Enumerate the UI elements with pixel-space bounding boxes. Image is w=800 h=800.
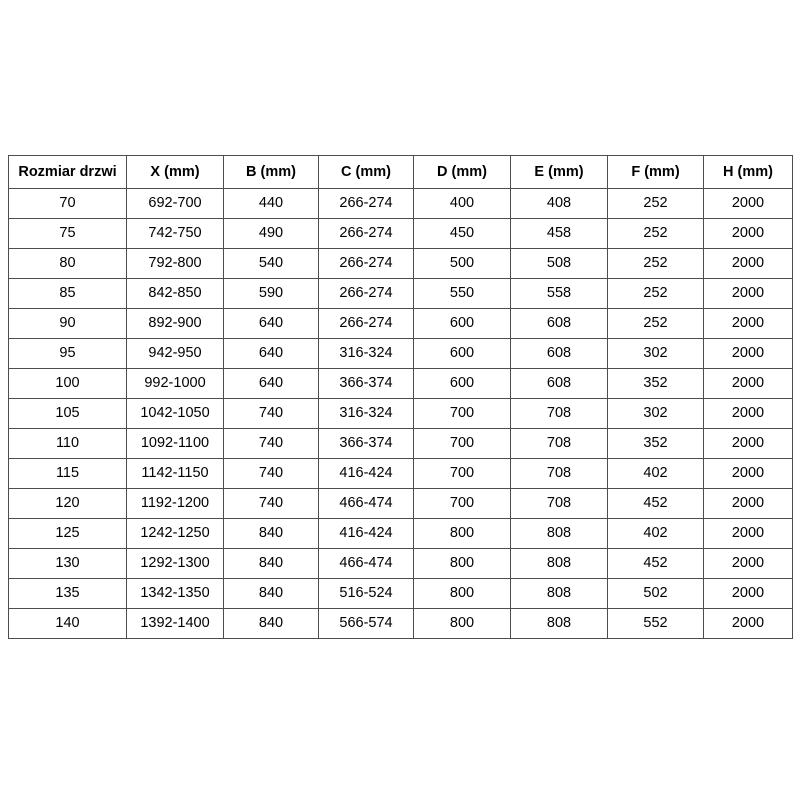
cell-c-mm: 366-374 bbox=[319, 429, 414, 459]
cell-rozmiar-drzwi: 130 bbox=[9, 549, 127, 579]
cell-f-mm: 252 bbox=[608, 249, 704, 279]
cell-x-mm: 1292-1300 bbox=[127, 549, 224, 579]
table-row bbox=[9, 339, 793, 369]
cell-e-mm: 458 bbox=[511, 219, 608, 249]
cell-b-mm: 490 bbox=[224, 219, 319, 249]
cell-f-mm: 402 bbox=[608, 459, 704, 489]
cell-b-mm: 740 bbox=[224, 489, 319, 519]
cell-d-mm: 600 bbox=[414, 339, 511, 369]
cell-b-mm: 840 bbox=[224, 579, 319, 609]
table-row bbox=[9, 279, 793, 309]
cell-c-mm: 266-274 bbox=[319, 219, 414, 249]
cell-x-mm: 842-850 bbox=[127, 279, 224, 309]
cell-d-mm: 700 bbox=[414, 399, 511, 429]
cell-b-mm: 840 bbox=[224, 609, 319, 639]
cell-c-mm: 566-574 bbox=[319, 609, 414, 639]
cell-e-mm: 608 bbox=[511, 339, 608, 369]
cell-rozmiar-drzwi: 125 bbox=[9, 519, 127, 549]
cell-f-mm: 452 bbox=[608, 489, 704, 519]
cell-f-mm: 302 bbox=[608, 399, 704, 429]
cell-h-mm: 2000 bbox=[704, 399, 793, 429]
cell-h-mm: 2000 bbox=[704, 309, 793, 339]
cell-d-mm: 400 bbox=[414, 189, 511, 219]
cell-e-mm: 708 bbox=[511, 489, 608, 519]
header-cell-d-mm: D (mm) bbox=[414, 156, 511, 189]
cell-d-mm: 700 bbox=[414, 489, 511, 519]
cell-b-mm: 840 bbox=[224, 549, 319, 579]
table-row bbox=[9, 519, 793, 549]
cell-f-mm: 552 bbox=[608, 609, 704, 639]
cell-e-mm: 708 bbox=[511, 399, 608, 429]
cell-d-mm: 800 bbox=[414, 549, 511, 579]
cell-f-mm: 252 bbox=[608, 219, 704, 249]
cell-f-mm: 252 bbox=[608, 309, 704, 339]
cell-d-mm: 500 bbox=[414, 249, 511, 279]
cell-e-mm: 608 bbox=[511, 309, 608, 339]
cell-d-mm: 700 bbox=[414, 429, 511, 459]
cell-d-mm: 800 bbox=[414, 519, 511, 549]
cell-e-mm: 508 bbox=[511, 249, 608, 279]
table-row bbox=[9, 219, 793, 249]
cell-b-mm: 440 bbox=[224, 189, 319, 219]
cell-rozmiar-drzwi: 70 bbox=[9, 189, 127, 219]
cell-x-mm: 1092-1100 bbox=[127, 429, 224, 459]
cell-h-mm: 2000 bbox=[704, 579, 793, 609]
cell-d-mm: 600 bbox=[414, 309, 511, 339]
cell-e-mm: 808 bbox=[511, 609, 608, 639]
cell-rozmiar-drzwi: 115 bbox=[9, 459, 127, 489]
cell-d-mm: 800 bbox=[414, 579, 511, 609]
cell-e-mm: 808 bbox=[511, 579, 608, 609]
cell-h-mm: 2000 bbox=[704, 609, 793, 639]
cell-e-mm: 408 bbox=[511, 189, 608, 219]
table-header bbox=[9, 156, 793, 189]
cell-x-mm: 1342-1350 bbox=[127, 579, 224, 609]
cell-rozmiar-drzwi: 105 bbox=[9, 399, 127, 429]
cell-f-mm: 452 bbox=[608, 549, 704, 579]
table-row bbox=[9, 429, 793, 459]
cell-c-mm: 266-274 bbox=[319, 309, 414, 339]
table-row bbox=[9, 489, 793, 519]
cell-c-mm: 416-424 bbox=[319, 519, 414, 549]
cell-x-mm: 1242-1250 bbox=[127, 519, 224, 549]
cell-d-mm: 450 bbox=[414, 219, 511, 249]
cell-rozmiar-drzwi: 95 bbox=[9, 339, 127, 369]
cell-e-mm: 808 bbox=[511, 549, 608, 579]
cell-b-mm: 740 bbox=[224, 459, 319, 489]
cell-c-mm: 266-274 bbox=[319, 279, 414, 309]
cell-c-mm: 516-524 bbox=[319, 579, 414, 609]
cell-e-mm: 708 bbox=[511, 429, 608, 459]
cell-b-mm: 640 bbox=[224, 369, 319, 399]
cell-rozmiar-drzwi: 90 bbox=[9, 309, 127, 339]
cell-h-mm: 2000 bbox=[704, 219, 793, 249]
cell-rozmiar-drzwi: 85 bbox=[9, 279, 127, 309]
header-cell-b-mm: B (mm) bbox=[224, 156, 319, 189]
cell-x-mm: 792-800 bbox=[127, 249, 224, 279]
cell-h-mm: 2000 bbox=[704, 549, 793, 579]
cell-rozmiar-drzwi: 100 bbox=[9, 369, 127, 399]
cell-f-mm: 352 bbox=[608, 429, 704, 459]
cell-b-mm: 740 bbox=[224, 399, 319, 429]
cell-rozmiar-drzwi: 110 bbox=[9, 429, 127, 459]
cell-h-mm: 2000 bbox=[704, 459, 793, 489]
cell-x-mm: 742-750 bbox=[127, 219, 224, 249]
cell-f-mm: 402 bbox=[608, 519, 704, 549]
door-size-spec-table bbox=[8, 155, 793, 639]
cell-e-mm: 708 bbox=[511, 459, 608, 489]
cell-x-mm: 1192-1200 bbox=[127, 489, 224, 519]
cell-h-mm: 2000 bbox=[704, 249, 793, 279]
cell-h-mm: 2000 bbox=[704, 369, 793, 399]
cell-e-mm: 808 bbox=[511, 519, 608, 549]
cell-h-mm: 2000 bbox=[704, 279, 793, 309]
cell-x-mm: 1142-1150 bbox=[127, 459, 224, 489]
header-cell-x-mm: X (mm) bbox=[127, 156, 224, 189]
cell-c-mm: 466-474 bbox=[319, 549, 414, 579]
cell-c-mm: 266-274 bbox=[319, 249, 414, 279]
table-row bbox=[9, 369, 793, 399]
header-cell-h-mm: H (mm) bbox=[704, 156, 793, 189]
cell-x-mm: 942-950 bbox=[127, 339, 224, 369]
cell-e-mm: 608 bbox=[511, 369, 608, 399]
cell-h-mm: 2000 bbox=[704, 489, 793, 519]
cell-x-mm: 892-900 bbox=[127, 309, 224, 339]
cell-x-mm: 992-1000 bbox=[127, 369, 224, 399]
cell-c-mm: 466-474 bbox=[319, 489, 414, 519]
cell-d-mm: 600 bbox=[414, 369, 511, 399]
cell-x-mm: 1042-1050 bbox=[127, 399, 224, 429]
cell-rozmiar-drzwi: 80 bbox=[9, 249, 127, 279]
cell-f-mm: 252 bbox=[608, 279, 704, 309]
cell-b-mm: 740 bbox=[224, 429, 319, 459]
header-cell-rozmiar-drzwi: Rozmiar drzwi bbox=[9, 156, 127, 189]
header-row bbox=[9, 156, 793, 189]
table-row bbox=[9, 459, 793, 489]
cell-h-mm: 2000 bbox=[704, 519, 793, 549]
table-row bbox=[9, 579, 793, 609]
cell-c-mm: 416-424 bbox=[319, 459, 414, 489]
cell-c-mm: 316-324 bbox=[319, 399, 414, 429]
cell-f-mm: 352 bbox=[608, 369, 704, 399]
cell-e-mm: 558 bbox=[511, 279, 608, 309]
table-body bbox=[9, 189, 793, 639]
cell-c-mm: 366-374 bbox=[319, 369, 414, 399]
cell-x-mm: 692-700 bbox=[127, 189, 224, 219]
cell-f-mm: 302 bbox=[608, 339, 704, 369]
table-row bbox=[9, 399, 793, 429]
cell-b-mm: 540 bbox=[224, 249, 319, 279]
cell-d-mm: 700 bbox=[414, 459, 511, 489]
table-row bbox=[9, 549, 793, 579]
table-row bbox=[9, 609, 793, 639]
cell-rozmiar-drzwi: 75 bbox=[9, 219, 127, 249]
cell-h-mm: 2000 bbox=[704, 339, 793, 369]
cell-f-mm: 252 bbox=[608, 189, 704, 219]
header-cell-e-mm: E (mm) bbox=[511, 156, 608, 189]
cell-d-mm: 800 bbox=[414, 609, 511, 639]
cell-b-mm: 590 bbox=[224, 279, 319, 309]
header-cell-c-mm: C (mm) bbox=[319, 156, 414, 189]
table-row bbox=[9, 249, 793, 279]
cell-h-mm: 2000 bbox=[704, 429, 793, 459]
header-cell-f-mm: F (mm) bbox=[608, 156, 704, 189]
cell-c-mm: 266-274 bbox=[319, 189, 414, 219]
cell-c-mm: 316-324 bbox=[319, 339, 414, 369]
cell-x-mm: 1392-1400 bbox=[127, 609, 224, 639]
cell-h-mm: 2000 bbox=[704, 189, 793, 219]
table-row bbox=[9, 309, 793, 339]
cell-b-mm: 840 bbox=[224, 519, 319, 549]
cell-rozmiar-drzwi: 120 bbox=[9, 489, 127, 519]
cell-d-mm: 550 bbox=[414, 279, 511, 309]
cell-b-mm: 640 bbox=[224, 309, 319, 339]
table-row bbox=[9, 189, 793, 219]
cell-b-mm: 640 bbox=[224, 339, 319, 369]
cell-rozmiar-drzwi: 140 bbox=[9, 609, 127, 639]
cell-f-mm: 502 bbox=[608, 579, 704, 609]
cell-rozmiar-drzwi: 135 bbox=[9, 579, 127, 609]
